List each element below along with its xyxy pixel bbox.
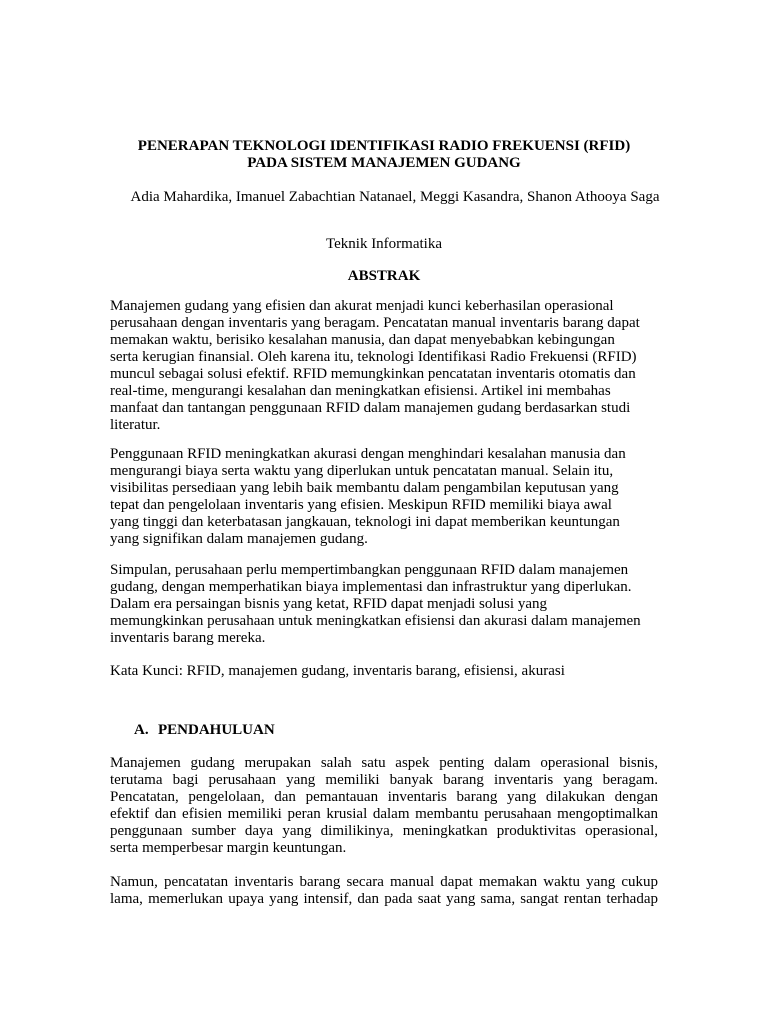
text-line: perusahaan dengan inventaris yang beragam. Pencatatan manual inventaris barang dapat xyxy=(110,315,640,331)
abstract-heading: ABSTRAK xyxy=(347,268,421,284)
title-line-2: PADA SISTEM MANAJEMEN GUDANG xyxy=(247,155,521,171)
text-line: efektif dan efisien memiliki peran krusial dalam membantu perusahaan mengoptimalkan xyxy=(110,806,658,822)
text-line: lama, memerlukan upaya yang intensif, dan pada saat yang sama, sangat rentan terhadap xyxy=(110,891,658,907)
text-line: penggunaan sumber daya yang dimilikinya, meningkatkan produktivitas operasional, xyxy=(110,823,658,839)
text-line: yang signifikan dalam manajemen gudang. xyxy=(110,531,368,547)
text-line: gudang, dengan memperhatikan biaya implementasi dan infrastruktur yang diperlukan. xyxy=(110,579,632,595)
text-line: terutama bagi perusahaan yang memiliki banyak barang inventaris yang beragam. xyxy=(110,772,658,788)
section-heading-pendahuluan xyxy=(134,722,275,739)
text-line: yang tinggi dan keterbatasan jangkauan, teknologi ini dapat memberikan keuntungan xyxy=(110,514,620,530)
keywords-line: Kata Kunci: RFID, manajemen gudang, inventaris barang, efisiensi, akurasi xyxy=(110,663,565,679)
text-line: Manajemen gudang yang efisien dan akurat menjadi kunci keberhasilan operasional xyxy=(110,298,614,314)
author-list: Adia Mahardika, Imanuel Zabachtian Natanael, Meggi Kasandra, Shanon Athooya Saga xyxy=(130,189,660,205)
text-line: memungkinkan perusahaan untuk meningkatkan efisiensi dan akurasi dalam manajemen xyxy=(110,613,641,629)
section-number: A. xyxy=(134,722,149,738)
text-line: visibilitas persediaan yang lebih baik membantu dalam pengambilan keputusan yang xyxy=(110,480,619,496)
text-line: Dalam era persaingan bisnis yang ketat, RFID dapat menjadi solusi yang xyxy=(110,596,547,612)
text-line: tepat dan pengelolaan inventaris yang efisien. Meskipun RFID memiliki biaya awal xyxy=(110,497,612,513)
text-line: muncul sebagai solusi efektif. RFID memungkinkan pencatatan inventaris otomatis dan xyxy=(110,366,636,382)
section-title: PENDAHULUAN xyxy=(158,722,275,738)
text-line: literatur. xyxy=(110,417,161,433)
title-line-1: PENERAPAN TEKNOLOGI IDENTIFIKASI RADIO FREKUENSI (RFID) xyxy=(137,138,631,154)
paper-title xyxy=(100,138,668,172)
text-line: Manajemen gudang merupakan salah satu aspek penting dalam operasional bisnis, xyxy=(110,755,658,771)
text-line: Penggunaan RFID meningkatkan akurasi dengan menghindari kesalahan manusia dan xyxy=(110,446,626,462)
text-line: mengurangi biaya serta waktu yang diperlukan untuk pencatatan manual. Selain itu, xyxy=(110,463,614,479)
abstract-paragraph-2 xyxy=(110,446,658,548)
abstract-paragraph-3 xyxy=(110,562,658,647)
intro-paragraph-1 xyxy=(110,755,658,857)
abstract-paragraph-1 xyxy=(110,298,658,434)
intro-paragraph-2 xyxy=(110,874,658,908)
text-line: inventaris barang mereka. xyxy=(110,630,266,646)
text-line: Pencatatan, pengelolaan, dan pemantauan inventaris barang yang dilakukan dengan xyxy=(110,789,658,805)
keywords xyxy=(110,663,658,680)
text-line: serta kerugian finansial. Oleh karena itu, teknologi Identifikasi Radio Frekuensi (RFID) xyxy=(110,349,637,365)
text-line: real-time, mengurangi kesalahan dan meningkatkan efisiensi. Artikel ini membahas xyxy=(110,383,611,399)
text-line: Simpulan, perusahaan perlu mempertimbangkan penggunaan RFID dalam manajemen xyxy=(110,562,629,578)
text-line: Namun, pencatatan inventaris barang secara manual dapat memakan waktu yang cukup xyxy=(110,874,658,890)
affiliation: Teknik Informatika xyxy=(326,236,442,252)
text-line: serta memperbesar margin keuntungan. xyxy=(110,840,347,856)
text-line: memakan waktu, berisiko kesalahan manusia, dan dapat menyebabkan kebingungan xyxy=(110,332,615,348)
text-line: manfaat dan tantangan penggunaan RFID dalam manajemen gudang berdasarkan studi xyxy=(110,400,631,416)
